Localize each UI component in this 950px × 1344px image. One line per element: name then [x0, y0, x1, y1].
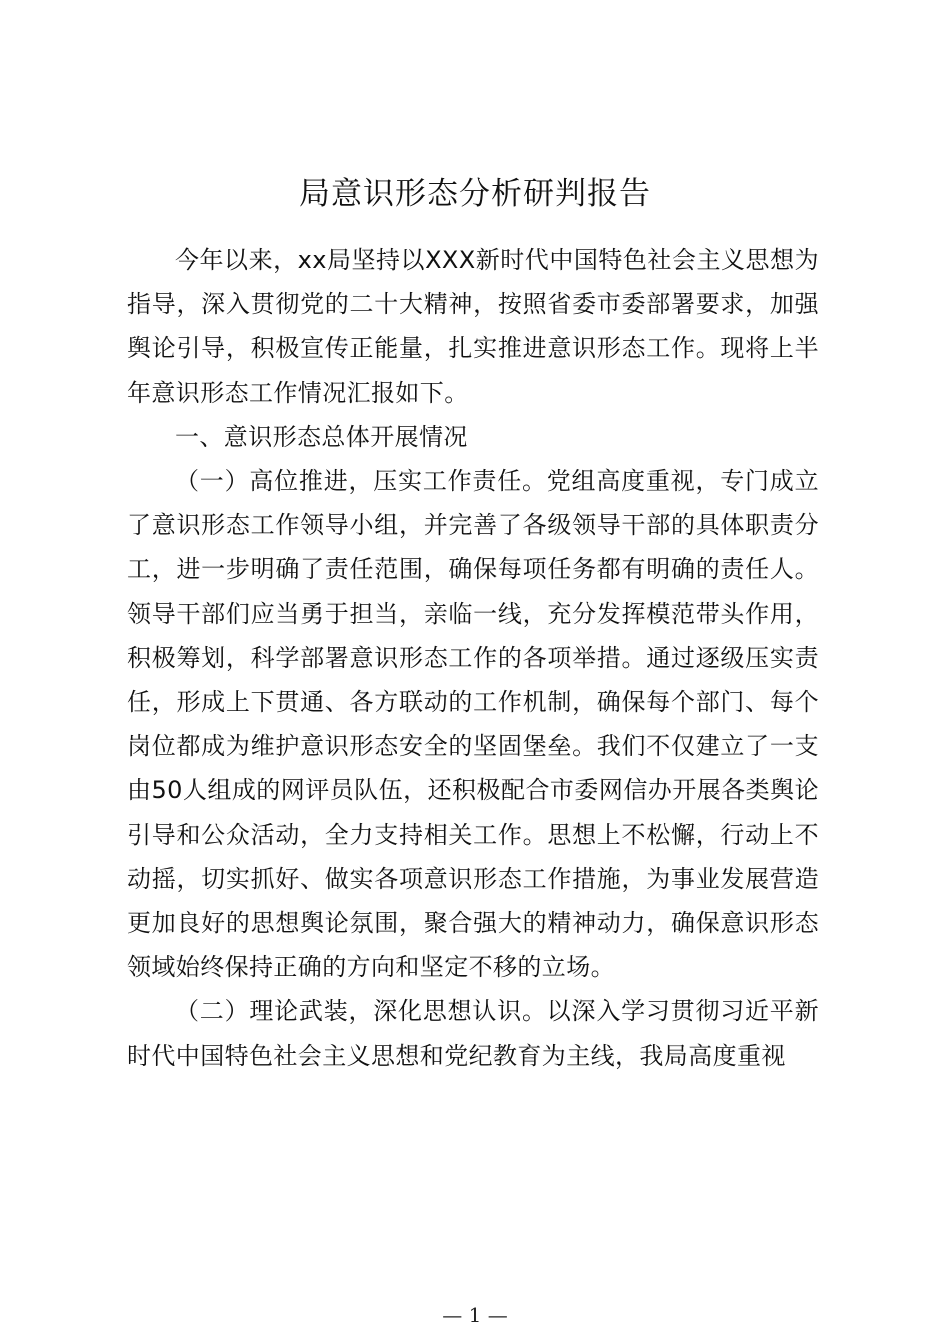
document-title: 局意识形态分析研判报告 — [299, 176, 651, 212]
document-body — [127, 238, 819, 1078]
intro-paragraph: 今年以来，xx局坚持以XXX新时代中国特色社会主义思想为指导，深入贯彻党的二十大精神，按照省委市委部署要求，加强舆论引导，积极宣传正能量，扎实推进意识形态工作。现将上半年意识形态工作情况汇报如下。 — [127, 246, 819, 407]
section-heading-1: 一、意识形态总体开展情况 — [175, 422, 468, 451]
page-number: — 1 — — [442, 1303, 508, 1327]
item-1-paragraph: （一）高位推进，压实工作责任。党组高度重视，专门成立了意识形态工作领导小组，并完善了各级领导干部的具体职责分工，进一步明确了责任范围，确保每项任务都有明确的责任人。领导干部们应当勇于担当，亲临一线，充分发挥模范带头作用，积极筹划，科学部署意识形态工作的各项举措。通过逐级压实责任，形成上下贯通、各方联动的工作机制，确保每个部门、每个岗位都成为维护意识形态安全的坚固堡垒。我们不仅建立了一支由50人组成的网评员队伍，还积极配合市委网信办开展各类舆论引导和公众活动，全力支持相关工作。思想上不松懈，行动上不动摇，切实抓好、做实各项意识形态工作措施，为事业发展营造更加良好的思想舆论氛围，聚合强大的精神动力，确保意识形态领域始终保持正确的方向和坚定不移的立场。 — [127, 467, 819, 982]
item-2-paragraph: （二）理论武装，深化思想认识。以深入学习贯彻习近平新时代中国特色社会主义思想和党纪教育为主线，我局高度重视 — [127, 997, 819, 1070]
